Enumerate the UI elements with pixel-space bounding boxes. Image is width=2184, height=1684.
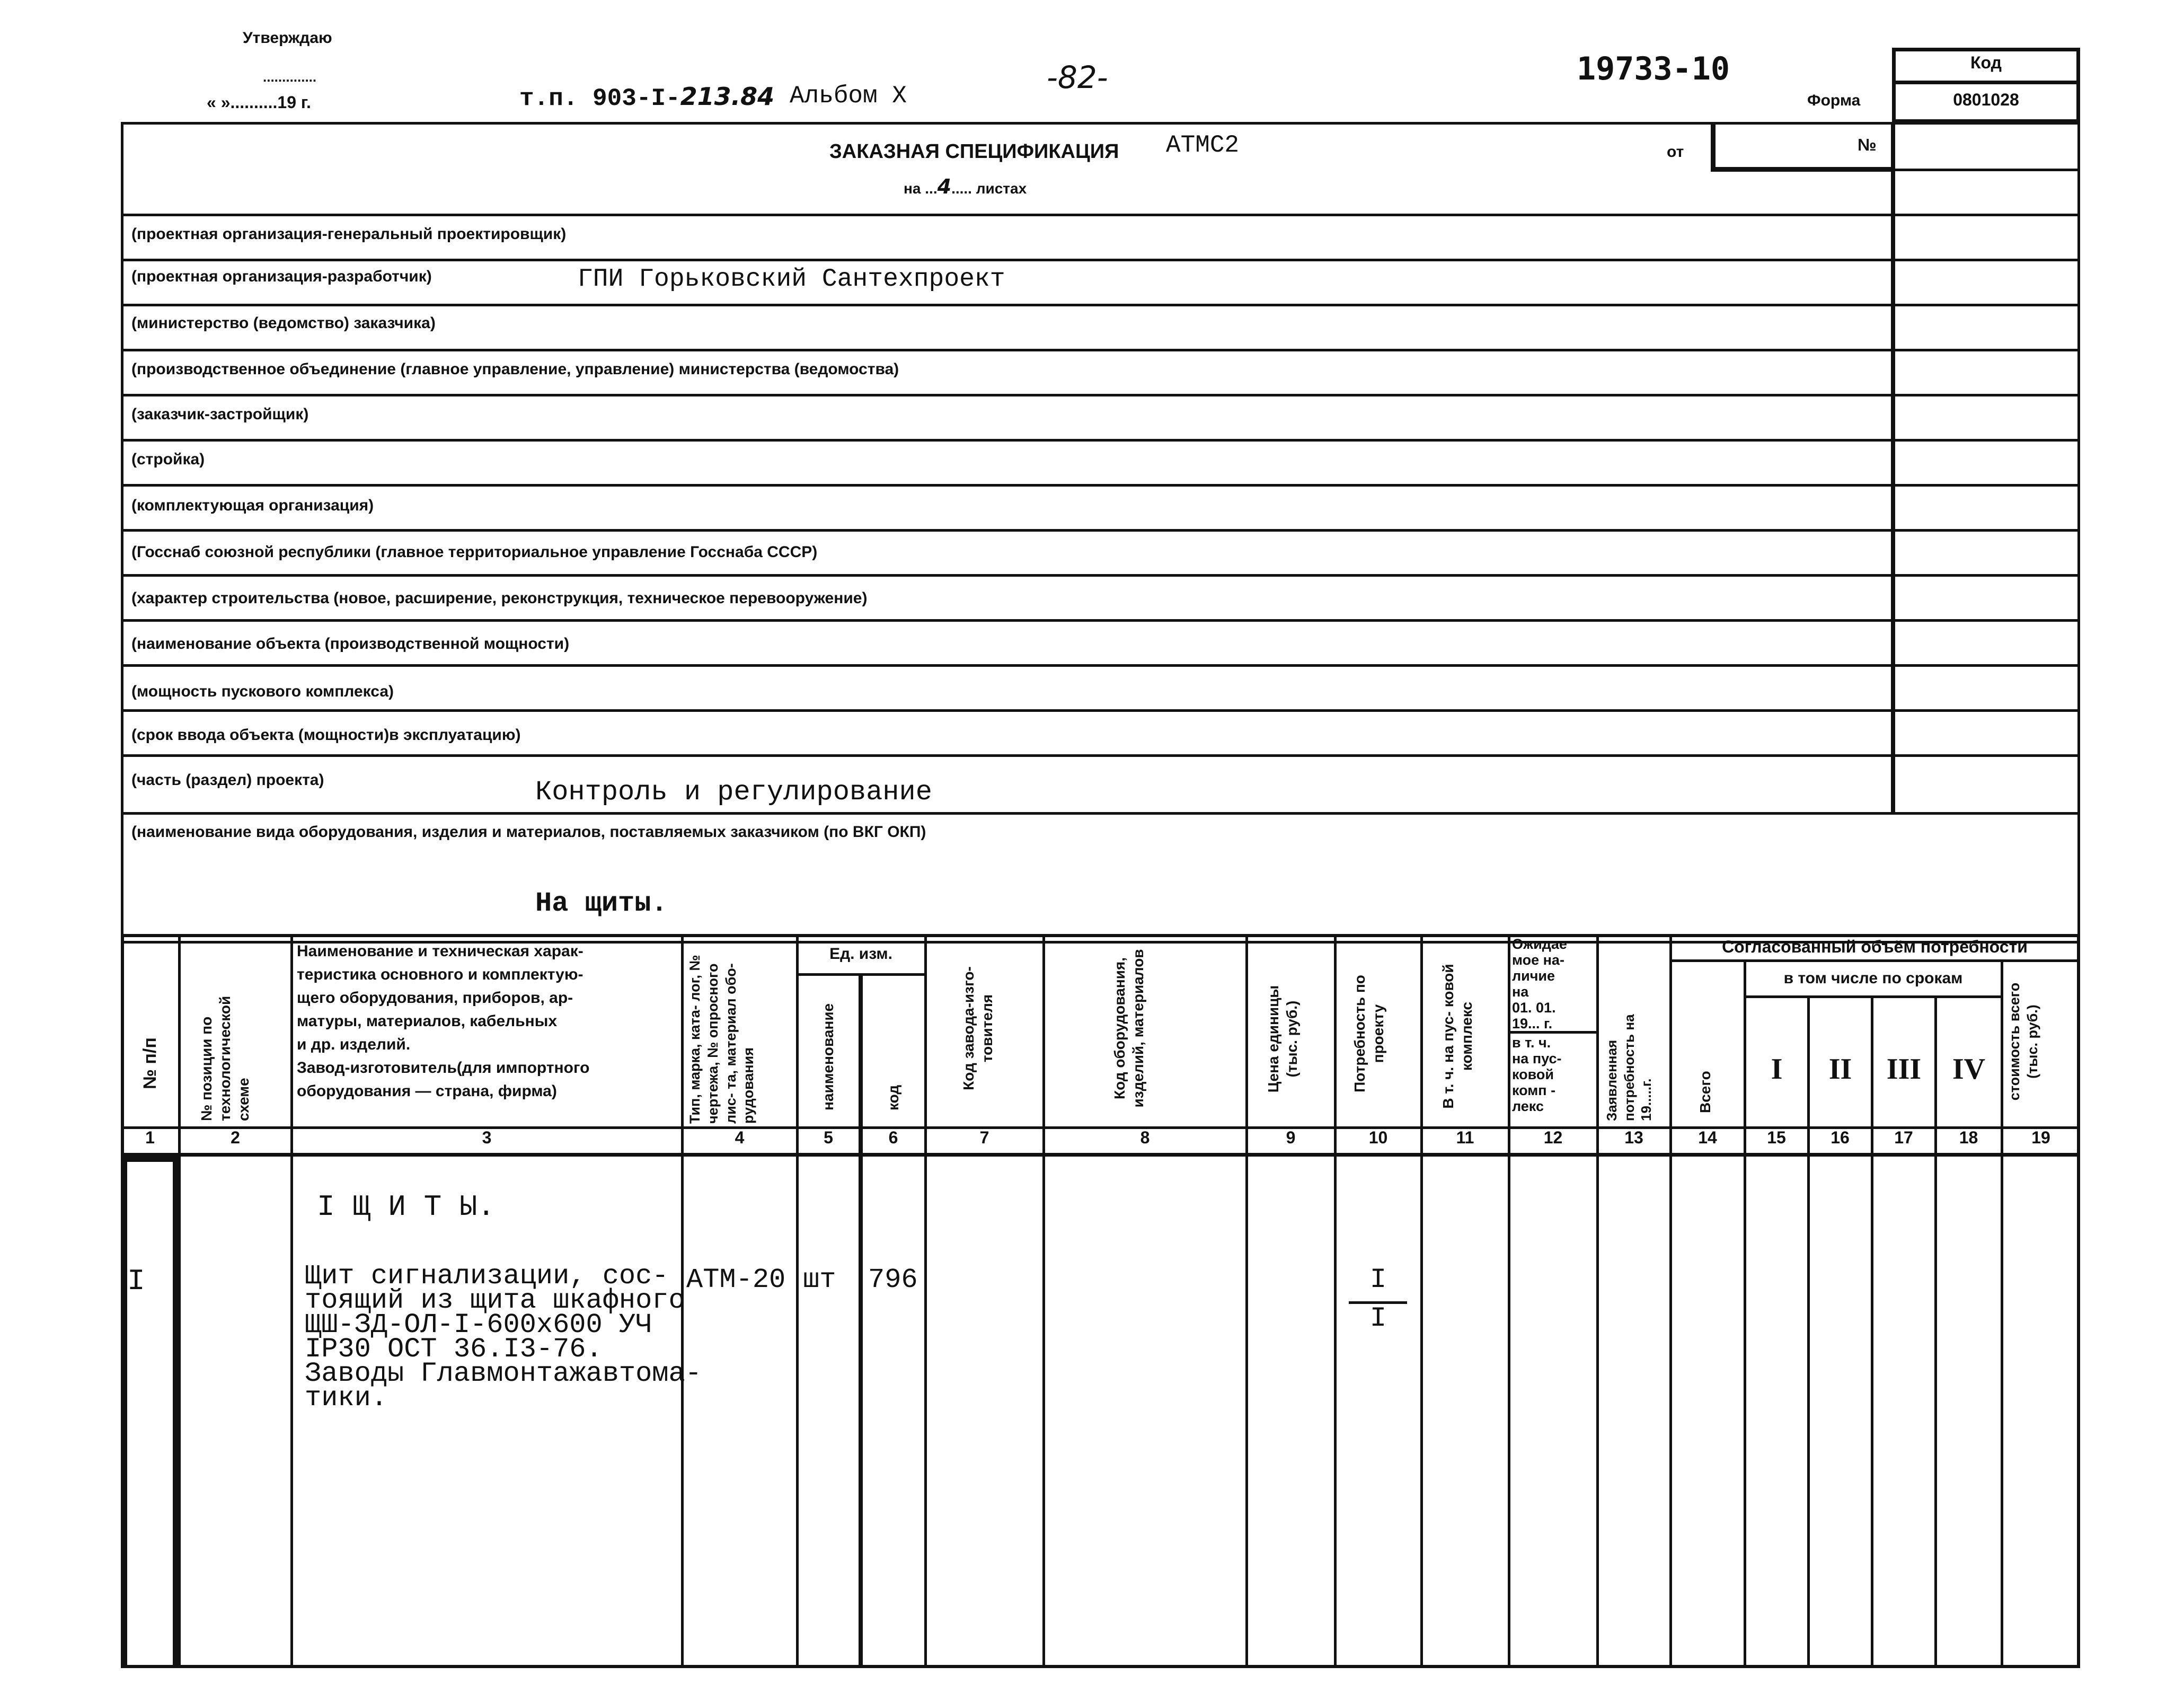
col-line [924, 934, 927, 1668]
row-line [121, 574, 2080, 577]
col-header-17: III [1886, 1053, 1922, 1086]
row-label-capacity: (мощность пускового комплекса) [131, 683, 394, 700]
col-number-18: 18 [1959, 1128, 1978, 1147]
code-row-divider [1891, 169, 2080, 171]
col-header-15: I [1771, 1053, 1783, 1086]
agreed-volume-header: Согласованный объём потребности [1722, 937, 2028, 956]
col-line [2001, 960, 2003, 1668]
row-label-object-name: (наименование объекта (производственной мощности) [131, 635, 570, 653]
row-label-ministry: (министерство (ведомство) заказчика) [131, 314, 436, 332]
col-number-5: 5 [824, 1128, 833, 1147]
row-label-association: (производственное объединение (главное управление, управление) министерства (ведомоства) [131, 360, 899, 378]
sheets-count: на ...4..... листах [904, 175, 1027, 198]
col-line [859, 974, 863, 1668]
item-unit: шт [803, 1264, 836, 1295]
col-header-16: II [1828, 1053, 1852, 1086]
col-line [1807, 997, 1810, 1668]
col-number-6: 6 [888, 1128, 898, 1147]
spec-title: ЗАКАЗНАЯ СПЕЦИФИКАЦИЯ [829, 140, 1119, 163]
item-need-bottom: I [1369, 1303, 1387, 1334]
col-line [1042, 934, 1045, 1668]
page-number: -82- [1047, 59, 1108, 95]
form-frame [121, 122, 2080, 944]
approval-dots: .............. [263, 69, 317, 85]
col-line [1669, 934, 1672, 1668]
col-number-13: 13 [1624, 1128, 1643, 1147]
row-label-customer: (заказчик-застройщик) [131, 405, 309, 423]
col-number-17: 17 [1894, 1128, 1913, 1147]
album-label: Альбом X [790, 82, 907, 110]
spec-code: АТМС2 [1166, 131, 1240, 159]
body-left-edge [121, 1157, 127, 1668]
code-box-divider [1892, 81, 2080, 84]
row-label-supplier: (комплектующая организация) [131, 497, 374, 514]
row-line [121, 709, 2080, 712]
col-line [1596, 934, 1599, 1668]
col-number-2: 2 [231, 1128, 240, 1147]
col-line [796, 934, 799, 1668]
row-line [121, 394, 2080, 396]
equipment-type-label: (наименование вида оборудования, изделия и материалов, поставляемых заказчиком (по ВКГ ОКП) [131, 823, 926, 841]
row-line [121, 484, 2080, 487]
col-line [1245, 934, 1248, 1668]
unit-header: Ед. изм. [829, 945, 892, 963]
row-line [121, 349, 2080, 351]
col-number-10: 10 [1368, 1128, 1388, 1147]
code-label: Код [1970, 53, 2002, 72]
number-label: № [1858, 135, 1877, 154]
col-number-9: 9 [1286, 1128, 1296, 1147]
col-line [1871, 997, 1873, 1668]
row-label-general-designer: (проектная организация-генеральный проектировщик) [131, 225, 567, 243]
col-line [1334, 934, 1337, 1668]
forma-label: Форма [1807, 92, 1861, 109]
col-number-8: 8 [1140, 1128, 1150, 1147]
column-number-line [121, 1153, 2080, 1157]
row-label-gossnab: (Госснаб союзной республики (главное территориальное управление Госснаба СССР) [131, 543, 818, 561]
project-part-value: Контроль и регулирование [535, 777, 932, 808]
row-line [121, 259, 2080, 261]
row-label-construction: (стройка) [131, 451, 205, 468]
item-type: АТМ-20 [686, 1264, 786, 1295]
row-line [121, 812, 2080, 815]
col-header-3: Наименование и техническая харак- теристика основного и комплектую- щего оборудования, приборов, ар- матуры, материалов, кабельных и др. изделий. Завод-изготовитель(для импортного оборудования — страна, фирма) [297, 942, 590, 1100]
col-number-12: 12 [1543, 1128, 1563, 1147]
unit-header-line [796, 973, 926, 976]
col-number-7: 7 [979, 1128, 989, 1147]
item-name: Щит сигнализации, сос- тоящий из щита шкафного ЩШ-ЗД-ОЛ-I-600х600 УЧ IP30 ОСТ 36.I3-76. Заводы Главмонтажавтома- тики. [305, 1260, 702, 1414]
row-label-commissioning: (срок ввода объекта (мощности)в эксплуатацию) [131, 726, 521, 744]
by-terms-header: в том числе по срокам [1783, 969, 1963, 987]
col-number-16: 16 [1831, 1128, 1850, 1147]
item-unit-code: 796 [868, 1264, 918, 1295]
document-number: 19733-10 [1577, 50, 1730, 87]
col-header-18: IV [1952, 1053, 1986, 1086]
col-header-12-startup: в т. ч. на пус- ковой комп - лекс [1512, 1035, 1562, 1114]
col-line [1934, 997, 1937, 1668]
col-number-19: 19 [2031, 1128, 2050, 1147]
row-line [121, 619, 2080, 622]
item-number: I [127, 1264, 145, 1298]
row-line [121, 529, 2080, 532]
row-label-developer: (проектная организация-разработчик) [131, 268, 432, 285]
terms-header-line [1744, 995, 2003, 998]
code-value: 0801028 [1953, 90, 2019, 109]
col-number-1: 1 [145, 1128, 155, 1147]
row-line [121, 664, 2080, 667]
date-from-label: от [1667, 143, 1684, 161]
row-line [121, 754, 2080, 757]
agreed-header-line [1669, 959, 2080, 962]
col-header-12-expected: Ожидае мое на- личие на 01. 01. 19... г. [1512, 936, 1567, 1031]
body-col1-edge [173, 1157, 178, 1668]
developer-value: ГПИ Горьковский Сантехпроект [578, 265, 1005, 294]
item-need-top: I [1369, 1264, 1387, 1295]
equipment-type-value: На щиты. [535, 888, 668, 919]
row-line [121, 439, 2080, 442]
col-line [178, 934, 181, 1668]
col-number-14: 14 [1698, 1128, 1717, 1147]
approval-title: Утверждаю [243, 29, 332, 47]
approval-date: « »..........19 г. [207, 93, 311, 112]
row-line [121, 214, 2080, 216]
row-label-construction-type: (характер строительства (новое, расширение, реконструкция, техническое перевооружение) [131, 589, 868, 607]
col-number-11: 11 [1456, 1128, 1474, 1147]
section-title: I Щ И Т Ы. [317, 1190, 496, 1224]
col-line [1508, 934, 1510, 1668]
col-line [290, 934, 293, 1668]
col-number-15: 15 [1767, 1128, 1786, 1147]
col-line [1420, 934, 1423, 1668]
col-number-3: 3 [482, 1128, 492, 1147]
body-col1-top [121, 1157, 178, 1162]
col-number-4: 4 [735, 1128, 745, 1147]
row-line [121, 304, 2080, 306]
tp-number: т.п. 903-I-213.84 [519, 82, 775, 112]
row-label-project-part: (часть (раздел) проекта) [131, 771, 324, 789]
